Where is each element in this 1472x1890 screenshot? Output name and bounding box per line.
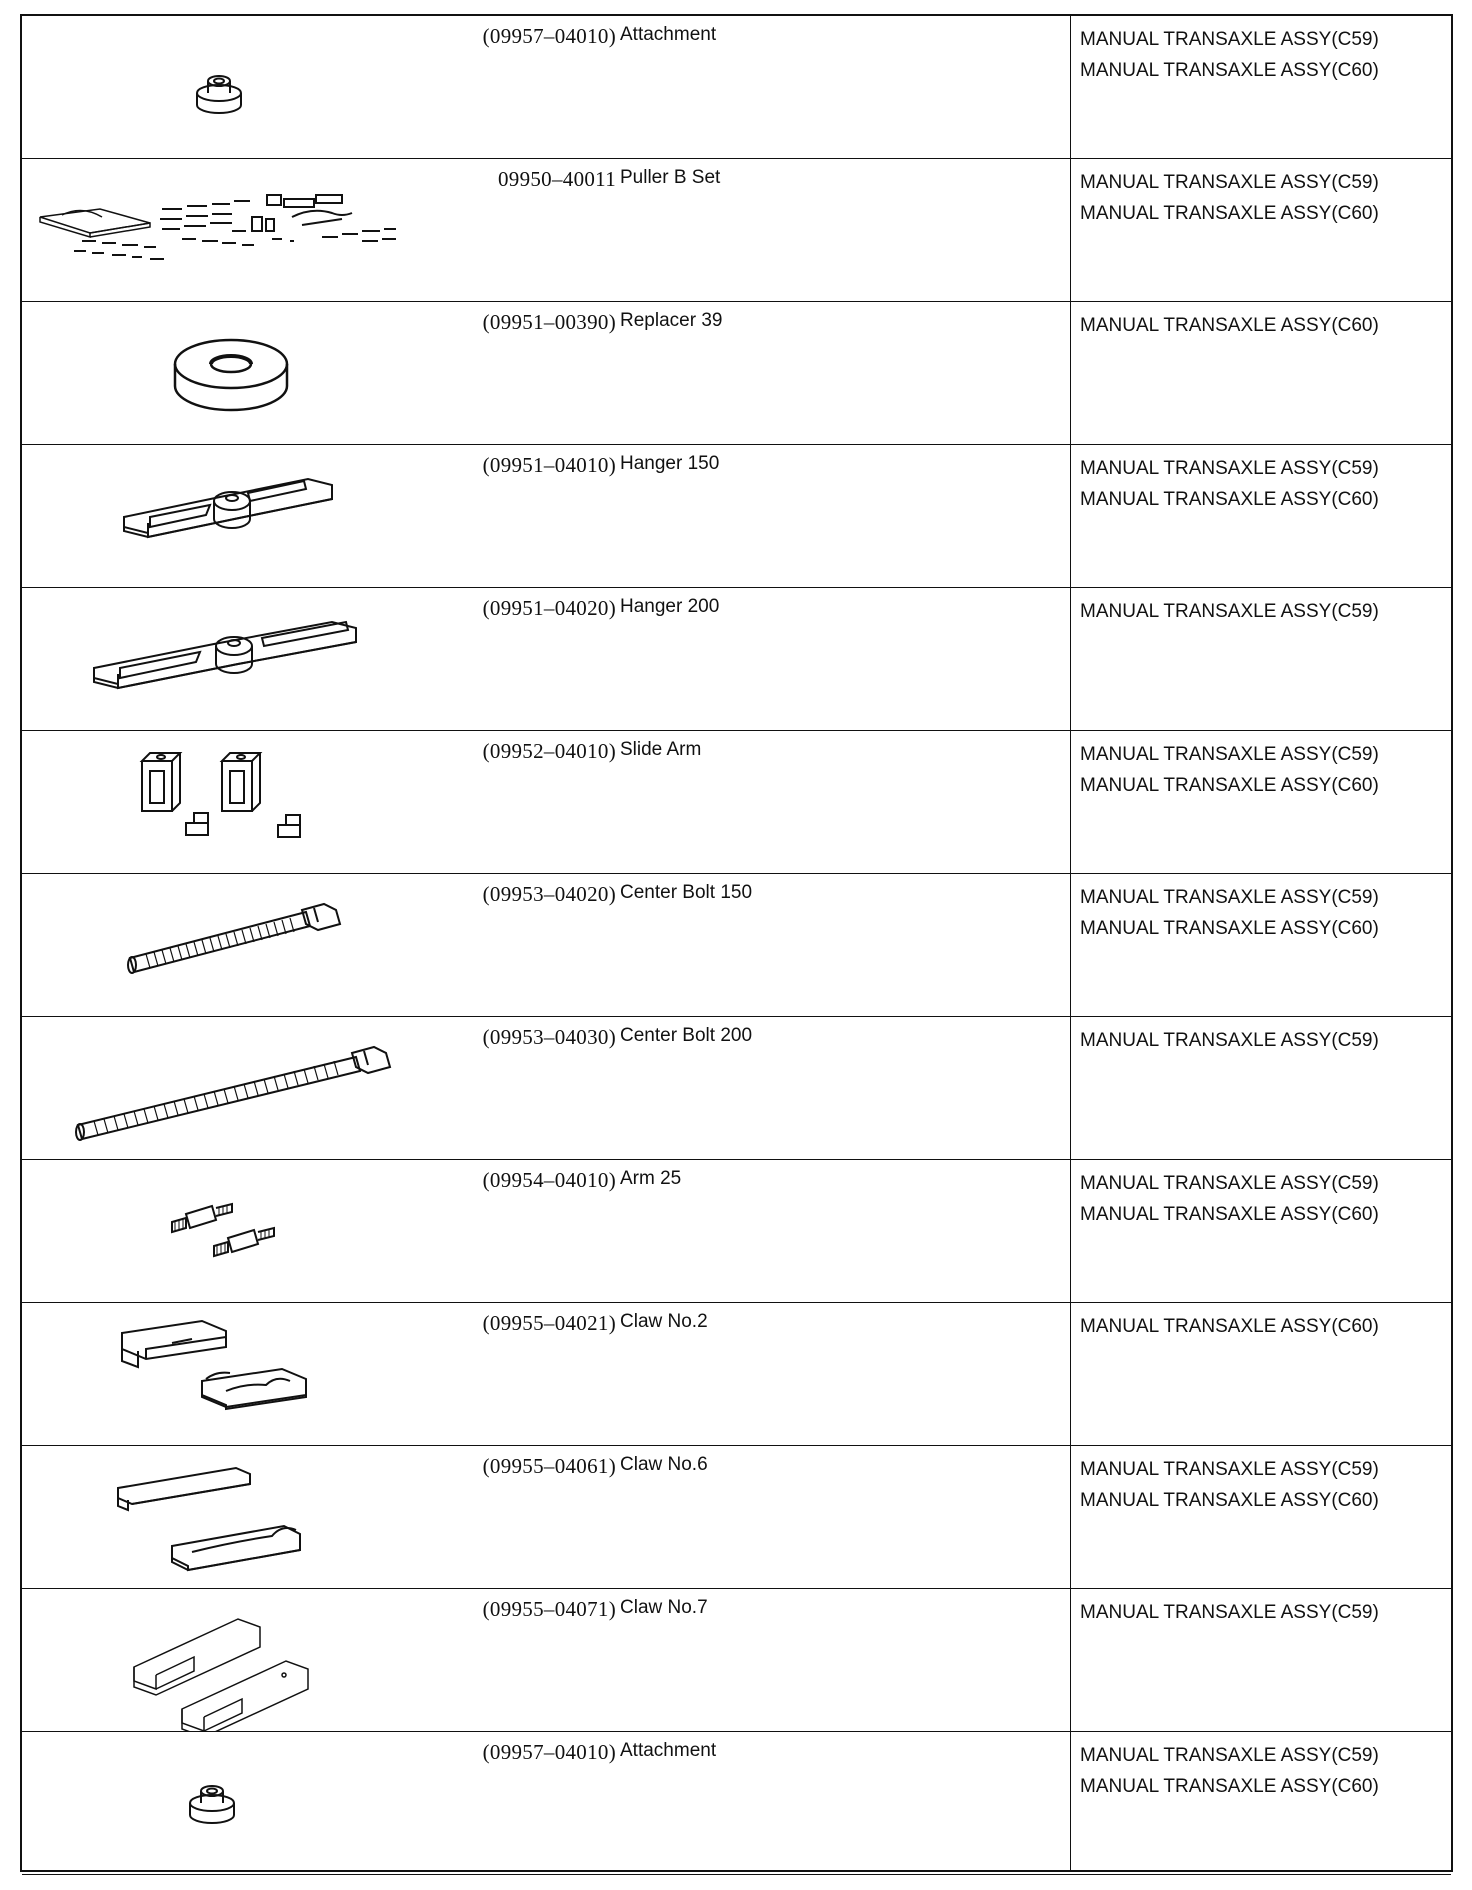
tool-name: Replacer 39 — [620, 310, 723, 331]
usage-list — [1080, 1168, 1450, 1230]
claw-no6-icon — [22, 1446, 432, 1589]
usage-item: MANUAL TRANSAXLE ASSY(C60) — [1080, 1776, 1379, 1797]
part-number: (09955–04061) — [482, 1454, 616, 1478]
usage-list — [1080, 167, 1450, 229]
tool-name: Claw No.7 — [620, 1597, 708, 1618]
table-row — [22, 1303, 1451, 1446]
part-number: (09951–04020) — [482, 596, 616, 620]
column-divider — [1070, 16, 1071, 1870]
hanger-200-icon — [22, 588, 432, 731]
tool-illustration — [22, 1160, 432, 1302]
tool-name: Claw No.6 — [620, 1454, 708, 1475]
table-row — [22, 1017, 1451, 1160]
usage-item: MANUAL TRANSAXLE ASSY(C59) — [1080, 1745, 1379, 1766]
replacer-icon — [22, 302, 432, 445]
part-number: (09955–04071) — [482, 1597, 616, 1621]
slide-arm-icon — [22, 731, 432, 874]
part-number: (09957–04010) — [482, 24, 616, 48]
tool-name: Arm 25 — [620, 1168, 682, 1189]
tool-name: Claw No.2 — [620, 1311, 708, 1332]
usage-list — [1080, 1454, 1450, 1516]
usage-item: MANUAL TRANSAXLE ASSY(C59) — [1080, 1602, 1379, 1623]
table-row — [22, 302, 1451, 445]
usage-item: MANUAL TRANSAXLE ASSY(C60) — [1080, 918, 1379, 939]
tool-illustration — [22, 588, 432, 730]
usage-item: MANUAL TRANSAXLE ASSY(C59) — [1080, 29, 1379, 50]
table-row — [22, 1160, 1451, 1303]
part-number: (09954–04010) — [482, 1168, 616, 1192]
usage-list — [1080, 453, 1450, 515]
usage-item: MANUAL TRANSAXLE ASSY(C60) — [1080, 315, 1379, 336]
tool-illustration — [22, 445, 432, 587]
usage-list — [1080, 1025, 1450, 1056]
sst-table — [20, 14, 1453, 1872]
claw-no7-icon — [22, 1589, 432, 1732]
usage-item: MANUAL TRANSAXLE ASSY(C59) — [1080, 1459, 1379, 1480]
table-row — [22, 159, 1451, 302]
part-number: (09951–00390) — [482, 310, 616, 334]
tool-illustration — [22, 731, 432, 873]
usage-list — [1080, 1740, 1450, 1802]
usage-list — [1080, 1311, 1450, 1342]
tool-name: Puller B Set — [620, 167, 721, 188]
center-bolt-200-icon — [22, 1017, 432, 1160]
usage-list — [1080, 1597, 1450, 1628]
attachment-icon — [22, 16, 432, 159]
usage-item: MANUAL TRANSAXLE ASSY(C59) — [1080, 887, 1379, 908]
usage-list — [1080, 739, 1450, 801]
table-row — [22, 731, 1451, 874]
tool-illustration — [22, 874, 432, 1016]
usage-list — [1080, 596, 1450, 627]
table-row — [22, 1732, 1451, 1875]
puller-set-icon — [22, 159, 432, 302]
usage-item: MANUAL TRANSAXLE ASSY(C60) — [1080, 1204, 1379, 1225]
tool-name: Center Bolt 150 — [620, 882, 753, 903]
usage-item: MANUAL TRANSAXLE ASSY(C60) — [1080, 489, 1379, 510]
usage-item: MANUAL TRANSAXLE ASSY(C60) — [1080, 60, 1379, 81]
tool-name: Attachment — [620, 24, 717, 45]
part-number: (09957–04010) — [482, 1740, 616, 1764]
table-row — [22, 16, 1451, 159]
table-row — [22, 1589, 1451, 1732]
usage-item: MANUAL TRANSAXLE ASSY(C59) — [1080, 1030, 1379, 1051]
tool-name: Center Bolt 200 — [620, 1025, 753, 1046]
claw-no2-icon — [22, 1303, 432, 1446]
part-number: (09952–04010) — [482, 739, 616, 763]
usage-item: MANUAL TRANSAXLE ASSY(C59) — [1080, 744, 1379, 765]
tool-illustration — [22, 1017, 432, 1159]
usage-item: MANUAL TRANSAXLE ASSY(C59) — [1080, 172, 1379, 193]
tool-illustration — [22, 302, 432, 444]
tool-illustration — [22, 1589, 432, 1731]
usage-list — [1080, 882, 1450, 944]
tool-illustration — [22, 159, 432, 301]
usage-item: MANUAL TRANSAXLE ASSY(C60) — [1080, 203, 1379, 224]
tool-name: Hanger 200 — [620, 596, 720, 617]
table-row — [22, 445, 1451, 588]
part-number: (09955–04021) — [482, 1311, 616, 1335]
attachment-icon — [22, 1732, 432, 1875]
part-number: (09951–04010) — [482, 453, 616, 477]
usage-list — [1080, 24, 1450, 86]
tool-illustration — [22, 1446, 432, 1588]
hanger-150-icon — [22, 445, 432, 588]
usage-list — [1080, 310, 1450, 341]
tool-name: Hanger 150 — [620, 453, 720, 474]
usage-item: MANUAL TRANSAXLE ASSY(C59) — [1080, 1173, 1379, 1194]
usage-item: MANUAL TRANSAXLE ASSY(C59) — [1080, 601, 1379, 622]
tool-name: Attachment — [620, 1740, 717, 1761]
usage-item: MANUAL TRANSAXLE ASSY(C60) — [1080, 1316, 1379, 1337]
center-bolt-150-icon — [22, 874, 432, 1017]
usage-item: MANUAL TRANSAXLE ASSY(C59) — [1080, 458, 1379, 479]
part-number: (09953–04020) — [482, 882, 616, 906]
table-row — [22, 588, 1451, 731]
tool-illustration — [22, 16, 432, 158]
table-row — [22, 1446, 1451, 1589]
tool-name: Slide Arm — [620, 739, 702, 760]
arm-icon — [22, 1160, 432, 1303]
tool-illustration — [22, 1303, 432, 1445]
tool-illustration — [22, 1732, 432, 1874]
part-number: 09950–40011 — [497, 167, 616, 191]
usage-item: MANUAL TRANSAXLE ASSY(C60) — [1080, 775, 1379, 796]
part-number: (09953–04030) — [482, 1025, 616, 1049]
usage-item: MANUAL TRANSAXLE ASSY(C60) — [1080, 1490, 1379, 1511]
table-row — [22, 874, 1451, 1017]
